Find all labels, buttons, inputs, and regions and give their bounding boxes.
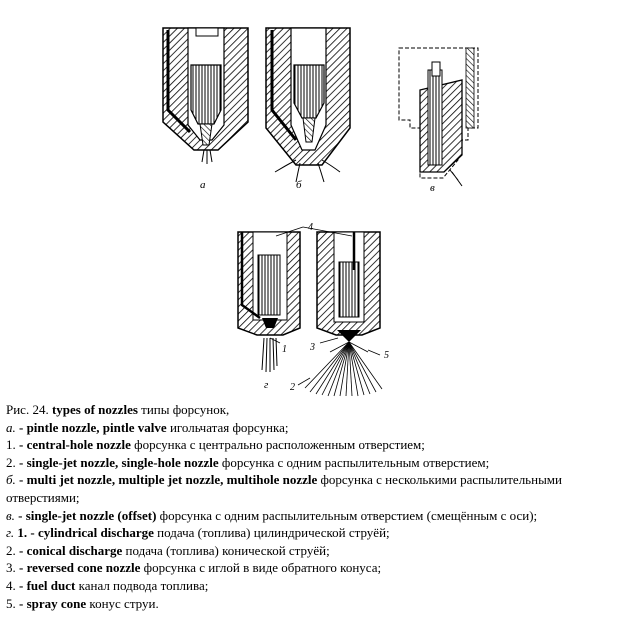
- part-number-1: 1: [282, 344, 287, 355]
- caption-line: [6, 542, 634, 560]
- caption-term: - conical discharge: [19, 542, 123, 558]
- caption-marker: а.: [6, 419, 16, 435]
- caption-ru: конус струи.: [89, 595, 159, 611]
- caption-term: - spray cone: [19, 595, 87, 611]
- caption-ru: подача (топлива) конической струёй;: [125, 542, 330, 558]
- part-number-3: 3: [310, 342, 315, 353]
- caption-marker: 2.: [6, 454, 16, 470]
- caption-ru: игольчатая форсунка;: [169, 419, 289, 435]
- caption-ru: форсунка с несколькими распылительными отверстиями;: [6, 472, 562, 505]
- caption-ru: канал подвода топлива;: [78, 577, 209, 593]
- caption-term: - reversed cone nozzle: [19, 560, 141, 576]
- pintle-nozzle-drawing: [163, 28, 248, 164]
- caption-ru: форсунка с одним распылительным отверстием (смещённым с оси);: [159, 507, 538, 523]
- caption-title: [6, 401, 634, 419]
- caption-line: [6, 595, 634, 613]
- panel-label-g: г: [264, 379, 269, 391]
- caption-marker: б.: [6, 472, 16, 488]
- caption-prefix: Рис. 24.: [6, 402, 49, 417]
- caption-line: [6, 507, 634, 525]
- figure-caption: [6, 401, 634, 612]
- caption-ru: форсунка с центрально расположенным отверстием;: [134, 437, 425, 453]
- caption-term: - pintle nozzle, pintle valve: [19, 419, 167, 435]
- caption-ru: типы форсунок,: [141, 402, 230, 417]
- caption-term: - multi jet nozzle, multiple jet nozzle, multihole nozzle: [19, 472, 318, 488]
- caption-line: [6, 454, 634, 472]
- panel-label-b: б: [296, 179, 302, 191]
- caption-line: [6, 524, 634, 542]
- panel-label-a: а: [200, 179, 206, 191]
- offset-nozzle-drawing: [399, 48, 478, 186]
- caption-term: types of nozzles: [51, 402, 138, 417]
- conical-discharge-drawing: [305, 232, 382, 396]
- caption-term: - single-jet nozzle (offset): [18, 507, 157, 523]
- caption-line: [6, 436, 634, 454]
- caption-line: [6, 419, 634, 437]
- caption-marker: 4.: [6, 577, 16, 593]
- caption-line: [6, 577, 634, 595]
- cylindrical-discharge-drawing: [238, 232, 300, 372]
- caption-line: [6, 559, 634, 577]
- part-number-4: 4: [308, 222, 313, 233]
- caption-ru: подача (топлива) цилиндрической струёй;: [157, 525, 390, 541]
- panel-label-v: в: [430, 182, 435, 194]
- caption-ru: форсунка с одним распылительным отверстием;: [221, 454, 490, 470]
- multihole-nozzle-drawing: [266, 28, 350, 182]
- caption-marker: 3.: [6, 560, 16, 576]
- caption-marker: 2.: [6, 542, 16, 558]
- caption-marker: 1.: [6, 437, 16, 453]
- caption-term: - fuel duct: [19, 577, 76, 593]
- caption-ru: форсунка с иглой в виде обратного конуса;: [143, 560, 382, 576]
- part-number-5: 5: [384, 350, 389, 361]
- caption-term: 1. - cylindrical discharge: [17, 525, 154, 541]
- caption-marker: в.: [6, 507, 15, 523]
- caption-term: - single-jet nozzle, single-hole nozzle: [19, 454, 219, 470]
- caption-marker: г.: [6, 525, 15, 541]
- caption-term: - central-hole nozzle: [19, 437, 131, 453]
- caption-marker: 5.: [6, 595, 16, 611]
- caption-line: [6, 471, 634, 506]
- part-number-2: 2: [290, 382, 295, 393]
